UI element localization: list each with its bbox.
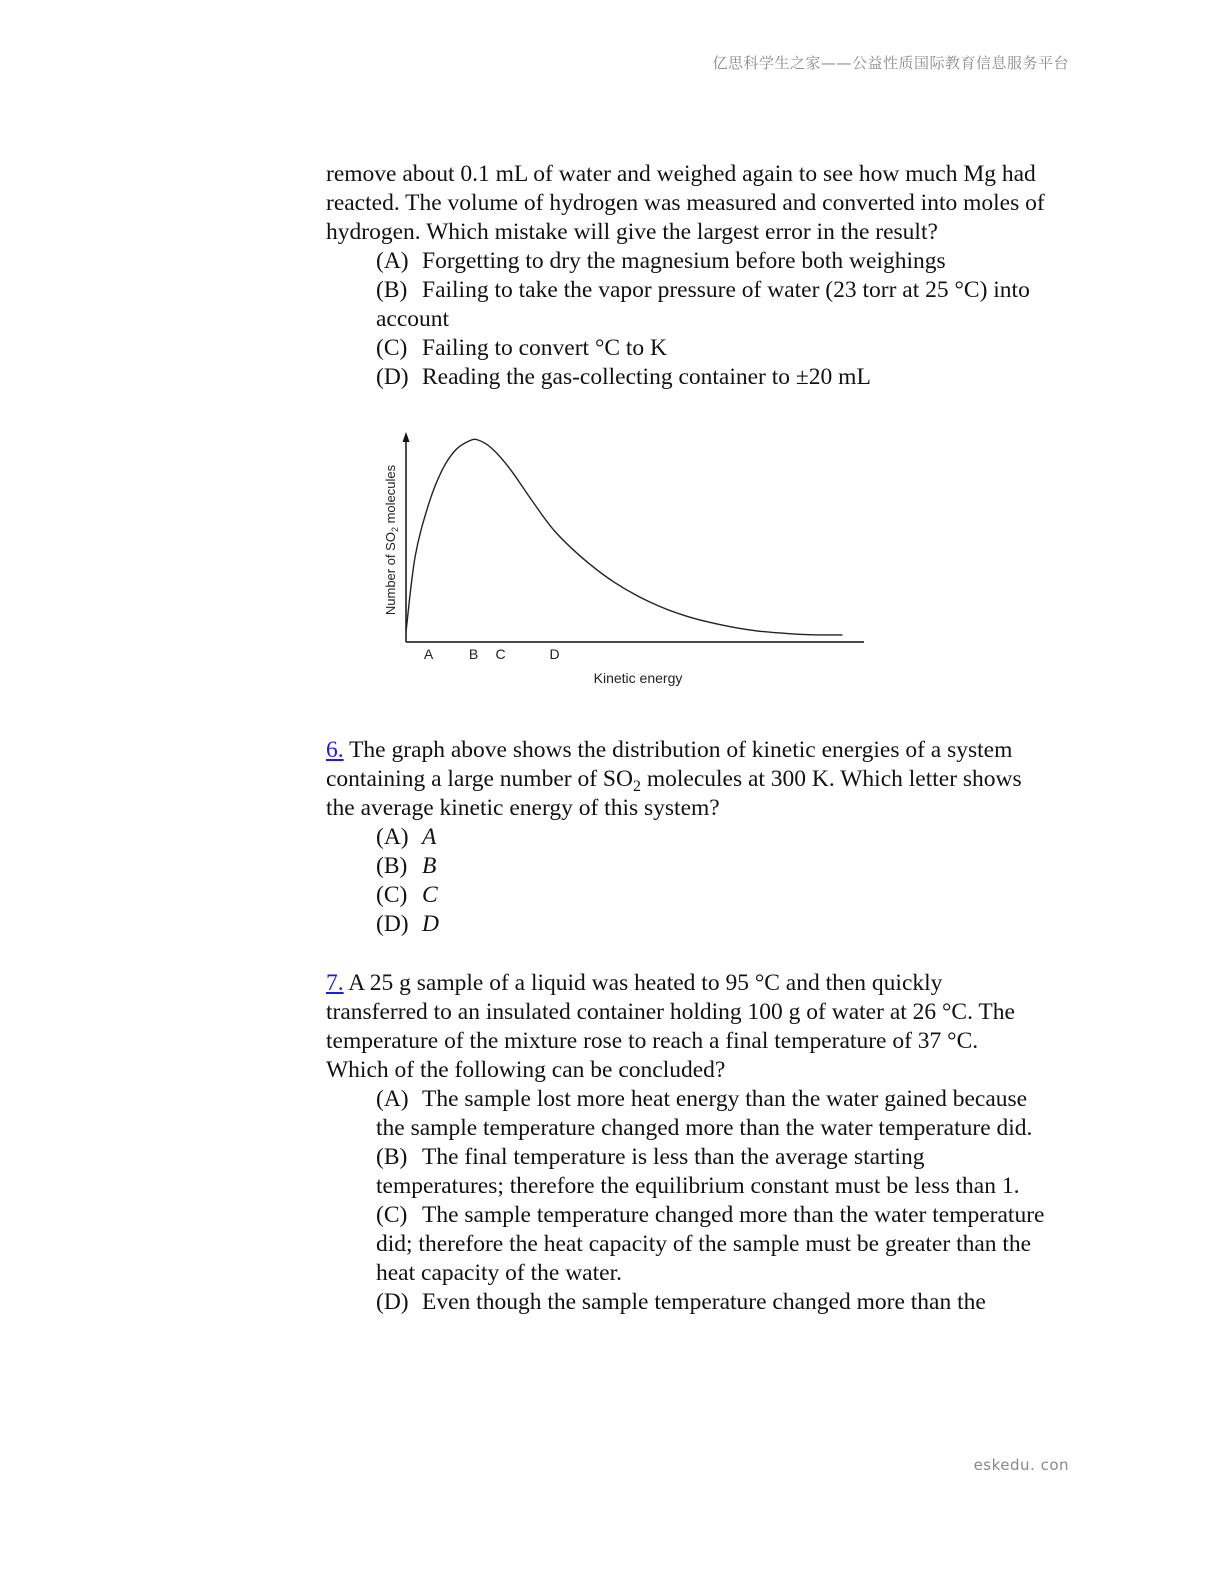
option-letter: (B) (376, 1144, 408, 1170)
x-tick-label-b: B (468, 646, 479, 662)
distribution-curve-0 (406, 439, 843, 635)
option-text: A (422, 824, 437, 850)
option-text: Forgetting to dry the magnesium before both weighings (422, 248, 946, 274)
question6-stem-subscript: 2 (632, 778, 641, 795)
option-letter: (D) (376, 911, 409, 937)
option-text: C (422, 882, 438, 908)
y-axis-label (383, 464, 400, 615)
option-letter: (A) (376, 1086, 409, 1112)
option-letter: (C) (376, 335, 408, 361)
question7-number-link[interactable]: 7. (326, 970, 344, 996)
y-axis-label-prefix: Number of SO (383, 532, 398, 616)
option-letter: (A) (376, 824, 409, 850)
option-letter: (A) (376, 248, 409, 274)
question6-option-b[interactable] (376, 852, 1046, 881)
question5-options (326, 247, 1046, 392)
question6-option-a[interactable] (376, 823, 1046, 852)
page-content (326, 160, 1046, 1317)
option-letter: (D) (376, 1289, 409, 1315)
question7-option-d[interactable] (376, 1288, 1046, 1317)
option-text: The sample temperature changed more than the water temperature did; therefore the heat capacity of the sample must be greater than the heat capacity of the water. (376, 1202, 1045, 1286)
x-tick-label-c: C (495, 646, 506, 662)
option-text: B (422, 853, 437, 879)
x-tick-labels (424, 646, 560, 662)
option-text: D (422, 911, 439, 937)
option-text: Failing to convert °C to K (422, 335, 668, 361)
question5-option-a[interactable] (376, 247, 1046, 276)
question7-option-b[interactable] (376, 1143, 1046, 1201)
series-group (406, 439, 843, 635)
option-letter: (C) (376, 1202, 408, 1228)
option-letter: (B) (376, 853, 408, 879)
option-letter: (C) (376, 882, 408, 908)
header-watermark: 亿思科学生之家——公益性质国际教育信息服务平台 (712, 54, 1069, 72)
question7-stem (326, 969, 1046, 1085)
x-axis-label: Kinetic energy (593, 670, 683, 686)
question7-option-c[interactable] (376, 1201, 1046, 1288)
option-text: The final temperature is less than the average starting temperatures; therefore the equilibrium constant must be less than 1. (376, 1144, 1020, 1199)
x-tick-label-a: A (423, 646, 434, 662)
question7-stem-text: A 25 g sample of a liquid was heated to 95 °C and then quickly transferred to an insulated container holding 100 g of water at 26 °C. The temperature of the mixture rose to reach a final temperature of 37 °C. Which of the following can be concluded? (326, 970, 1015, 1083)
question5-option-b[interactable] (376, 276, 1046, 334)
question6-option-c[interactable] (376, 881, 1046, 910)
question6-stem (326, 736, 1046, 823)
option-text: Reading the gas-collecting container to ±20 mL (422, 364, 871, 390)
question5-stem: remove about 0.1 mL of water and weighed again to see how much Mg had reacted. The volume of hydrogen was measured and converted into moles of hydrogen. Which mistake will give the largest error in the result? (326, 161, 1045, 245)
y-axis-label-subscript: 2 (390, 527, 400, 533)
footer-watermark: eskedu. con (973, 1456, 1069, 1474)
y-axis-label-suffix: molecules (383, 464, 398, 528)
option-letter: (B) (376, 277, 408, 303)
question6-stem-before: The graph above shows the distribution of kinetic energies of a system containing a large number of SO (326, 737, 1013, 792)
kinetic-energy-chart (376, 420, 896, 690)
question5-option-d[interactable] (376, 363, 1046, 392)
option-text: The sample lost more heat energy than the water gained because the sample temperature changed more than the water temperature did. (376, 1086, 1033, 1141)
question7-options (326, 1085, 1046, 1317)
question7-option-a[interactable] (376, 1085, 1046, 1143)
y-axis-arrow (403, 432, 410, 442)
chart-svg (376, 420, 896, 690)
option-letter: (D) (376, 364, 409, 390)
question6-stem-after: molecules at 300 K. Which letter shows the average kinetic energy of this system? (326, 766, 1022, 821)
option-text: Failing to take the vapor pressure of water (23 torr at 25 °C) into account (376, 277, 1030, 332)
question5-option-c[interactable] (376, 334, 1046, 363)
x-tick-label-d: D (549, 646, 560, 662)
question6-option-d[interactable] (376, 910, 1046, 939)
question6-number-link[interactable]: 6. (326, 737, 344, 763)
option-text: Even though the sample temperature changed more than the (422, 1289, 986, 1315)
question6-options (326, 823, 1046, 939)
